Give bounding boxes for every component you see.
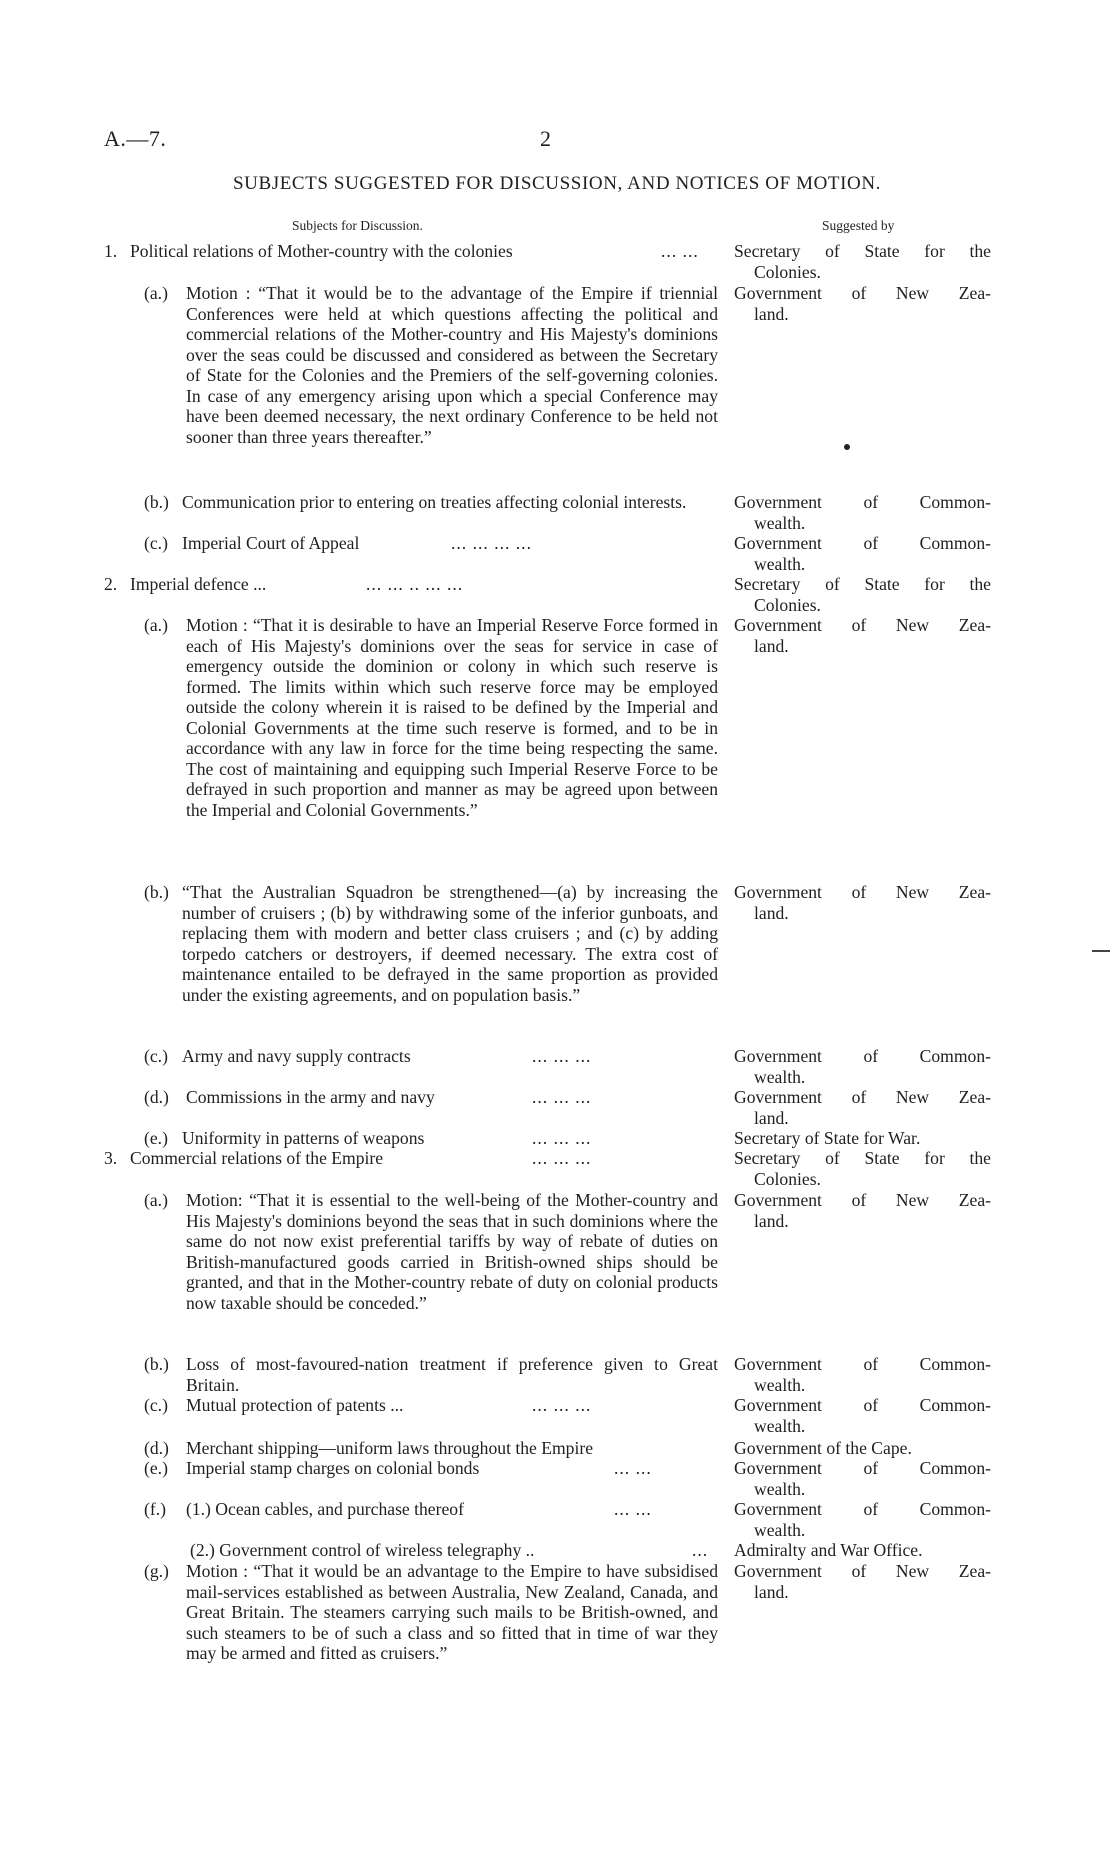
margin-mark: [1092, 950, 1110, 952]
suggested-by-3a: [734, 1190, 991, 1231]
leader-dots: ... ...: [661, 241, 699, 261]
subject-text: Imperial defence ...: [130, 574, 267, 594]
suggested-by-line: Colonies.: [754, 261, 821, 282]
item-label: (e.): [144, 1458, 168, 1478]
item-label: (a.): [144, 615, 168, 635]
suggested-by-line: Colonies.: [754, 594, 821, 615]
suggested-by-line: wealth.: [754, 1066, 806, 1087]
item-text: Loss of most-favoured-nation treatment if preference given to Great Britain.: [186, 1354, 718, 1395]
suggested-by-line: Colonies.: [754, 1168, 821, 1189]
suggested-by-3d: [734, 1438, 991, 1459]
suggested-by-2c: [734, 1046, 991, 1087]
suggested-by-3c: [734, 1395, 991, 1436]
suggested-by-line: Government of New Zea-: [734, 283, 991, 303]
item-text: Imperial stamp charges on colonial bonds: [186, 1458, 480, 1478]
item-label: (f.): [144, 1499, 166, 1519]
suggested-by-line: Secretary of State for the: [734, 574, 991, 594]
suggested-by-2e: [734, 1128, 991, 1149]
suggested-by-line: land.: [754, 1210, 789, 1231]
suggested-by-line: wealth.: [754, 1478, 806, 1499]
item-label: (d.): [144, 1438, 169, 1458]
subject-number: 1.: [104, 241, 118, 261]
suggested-by-line: Government of Common-: [734, 533, 991, 553]
item-label: (c.): [144, 1395, 168, 1415]
leader-dots: ... ... ...: [532, 1087, 592, 1107]
suggested-by-1c: [734, 533, 991, 574]
suggested-by-line: land.: [754, 1581, 789, 1602]
item-label: (c.): [144, 1046, 168, 1066]
suggested-by-line: wealth.: [754, 553, 806, 574]
suggested-by-1: [734, 241, 991, 282]
suggested-by-line: Government of the Cape.: [734, 1438, 912, 1458]
leader-dots: ... ... ...: [532, 1148, 592, 1168]
suggested-by-2: [734, 574, 991, 615]
suggested-by-line: Government of Common-: [734, 1499, 991, 1519]
suggested-by-2d: [734, 1087, 991, 1128]
item-text: (2.) Government control of wireless telegraphy ..: [190, 1540, 535, 1560]
subject-text: Political relations of Mother-country with the colonies: [130, 241, 513, 261]
suggested-by-3: [734, 1148, 991, 1189]
suggested-by-3f: [734, 1499, 991, 1540]
item-text: Merchant shipping—uniform laws throughout the Empire: [186, 1438, 594, 1458]
item-label: (b.): [144, 1354, 169, 1374]
leader-dots: ... ...: [614, 1458, 652, 1478]
column-heading-subjects: Subjects for Discussion.: [292, 218, 423, 233]
leader-dots: ...: [692, 1540, 709, 1560]
suggested-by-line: Secretary of State for War.: [734, 1128, 921, 1148]
suggested-by-line: Government of Common-: [734, 1458, 991, 1478]
suggested-by-line: Government of New Zea-: [734, 1561, 991, 1581]
suggested-by-2a: [734, 615, 991, 656]
suggested-by-line: Secretary of State for the: [734, 241, 991, 261]
item-text: Imperial Court of Appeal: [182, 533, 360, 553]
suggested-by-line: Government of New Zea-: [734, 1087, 991, 1107]
leader-dots: ... ... ...: [532, 1046, 592, 1066]
item-text: Mutual protection of patents ...: [186, 1395, 404, 1415]
motion-text: Motion : “That it is desirable to have an Imperial Reserve Force formed in each of His Majesty's dominions over the seas for service in case of emergency outside the dominion or colony in which such reserve is formed. The limits within which such reserve force may be employed outside the colony wherein it is raised to be defined by the Imperial and Colonial Governments at the time such reserve is formed, and to be in accordance with any law in force for the time being respecting the same. The cost of maintaining and equipping such Imperial Reserve Force to be defrayed in such proportion and manner as may be agreed upon between the Imperial and Colonial Governments.”: [186, 615, 718, 820]
suggested-by-line: land.: [754, 303, 789, 324]
suggested-by-2b: [734, 882, 991, 923]
item-label: (a.): [144, 283, 168, 303]
page-number: 2: [540, 126, 551, 151]
leader-dots: ... ... ... ...: [451, 533, 532, 553]
suggested-by-line: wealth.: [754, 1374, 806, 1395]
suggested-by-line: land.: [754, 635, 789, 656]
suggested-by-3b: [734, 1354, 991, 1395]
suggested-by-line: wealth.: [754, 1519, 806, 1540]
suggested-by-line: Government of Common-: [734, 1395, 991, 1415]
suggested-by-line: land.: [754, 902, 789, 923]
suggested-by-line: Government of New Zea-: [734, 1190, 991, 1210]
leader-dots: ... ... ...: [532, 1128, 592, 1148]
suggested-by-1b: [734, 492, 991, 533]
item-text: Uniformity in patterns of weapons: [182, 1128, 425, 1148]
subject-text: Commercial relations of the Empire: [130, 1148, 384, 1168]
ink-mark: [844, 444, 850, 450]
suggested-by-1a: [734, 283, 991, 324]
motion-text: Motion: “That it is essential to the well-being of the Mother-country and His Majesty's dominions beyond the seas that in such dominions where the same do not now exist preferential tariffs by way of rebate of duties on British-manufactured goods carried in British-owned ships should be granted, and that in the Mother-country rebate of duty on colonial products now taxable should be conceded.”: [186, 1190, 718, 1313]
suggested-by-line: Government of Common-: [734, 492, 991, 512]
item-text: Commissions in the army and navy: [186, 1087, 435, 1107]
motion-text: Motion : “That it would be an advantage to the Empire to have subsidised mail-services established as between Australia, New Zealand, Canada, and Great Britain. The steamers carrying such mails to be British-owned, and such steamers to be of such a class and so fitted that in time of war they may be armed and fitted as cruisers.”: [186, 1561, 718, 1663]
suggested-by-line: wealth.: [754, 512, 806, 533]
suggested-by-3e: [734, 1458, 991, 1499]
suggested-by-line: Government of Common-: [734, 1354, 991, 1374]
suggested-by-line: Government of Common-: [734, 1046, 991, 1066]
document-reference: A.—7.: [104, 126, 167, 151]
item-label: (a.): [144, 1190, 168, 1210]
item-label: (d.): [144, 1087, 169, 1107]
item-text: Communication prior to entering on treaties affecting colonial interests.: [182, 492, 687, 512]
item-label: (c.): [144, 533, 168, 553]
suggested-by-line: wealth.: [754, 1415, 806, 1436]
item-label: (g.): [144, 1561, 169, 1581]
suggested-by-line: Government of New Zea-: [734, 615, 991, 635]
leader-dots: ... ... ...: [532, 1395, 592, 1415]
item-label: (e.): [144, 1128, 168, 1148]
suggested-by-line: land.: [754, 1107, 789, 1128]
suggested-by-3f-2: [734, 1540, 991, 1561]
subject-number: 3.: [104, 1148, 118, 1168]
column-heading-suggested-by: Suggested by: [822, 218, 895, 233]
page-title: SUBJECTS SUGGESTED FOR DISCUSSION, AND NOTICES OF MOTION.: [232, 173, 882, 194]
item-text: (1.) Ocean cables, and purchase thereof: [186, 1499, 464, 1519]
suggested-by-line: Admiralty and War Office.: [734, 1540, 923, 1560]
item-label: (b.): [144, 492, 169, 512]
suggested-by-line: Government of New Zea-: [734, 882, 991, 902]
subject-number: 2.: [104, 574, 118, 594]
motion-text: “That the Australian Squadron be strengthened—(a) by increasing the number of cruisers ; (b) by withdrawing some of the inferior gunboats, and replacing them with modern and better class cruisers ; and (c) by adding torpedo catchers or destroyers, if deemed necessary. The extra cost of maintenance entailed to be defrayed in the same proportion as provided under the existing agreements, and on population basis.”: [182, 882, 718, 1005]
motion-text: Motion : “That it would be to the advantage of the Empire if triennial Conferences were held at which questions affecting the political and commercial relations of the Mother-country and His Majesty's dominions over the seas could be discussed and considered as between the Secretary of State for the Colonies and the Premiers of the self-governing colonies. In case of any emergency arising upon which a special Conference may have been deemed necessary, the next ordinary Conference to be held not sooner than three years thereafter.”: [186, 283, 718, 447]
item-label: (b.): [144, 882, 169, 902]
suggested-by-line: Secretary of State for the: [734, 1148, 991, 1168]
leader-dots: ... ... .. ... ...: [366, 574, 464, 594]
leader-dots: ... ...: [614, 1499, 652, 1519]
item-text: Army and navy supply contracts: [182, 1046, 411, 1066]
suggested-by-3g: [734, 1561, 991, 1602]
